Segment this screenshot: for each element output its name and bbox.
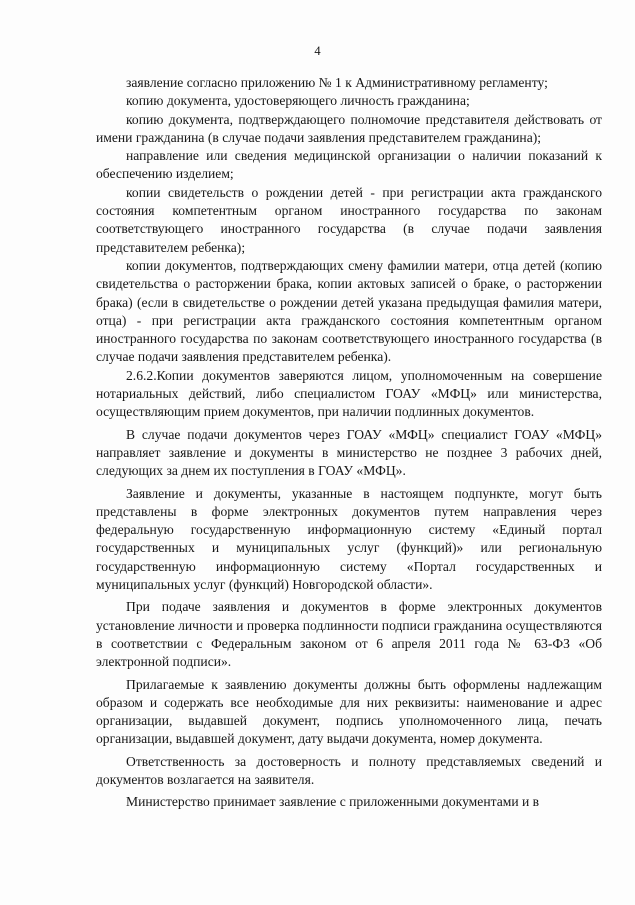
paragraph-surname-change: копии документов, подтверждающих смену фамилии матери, отца детей (копию свидетельства о расторжении брака, копии актовых записей о браке, о расторжении брака) (если в свидетельстве о рождении детей указана предыдущая фамилия матери, отца) - при регистрации акта гражданского состояния компетентным органом иностранного государства по законам соответствующего иностранного государства (в случае подачи заявления представителем ребенка). (96, 257, 602, 365)
paragraph-identity-document: копию документа, удостоверяющего личность гражданина; (126, 93, 470, 109)
paragraph-electronic-signature: При подаче заявления и документов в форме электронных документов установление личности и проверка подлинности подписи гражданина осуществляются в соответствии с Федеральным законом от 6 апреля 2011 года № 63-ФЗ «Об электронной подписи». (96, 599, 602, 670)
paragraph-electronic-documents: Заявление и документы, указанные в настоящем подпункте, могут быть представлены в форме электронных документов путем направления через федеральную государственную информационную систему «Единый портал государственных и муниципальных услуг (функций)» или региональную государственную информационную систему «Портал государственных и муниципальных услуг (функций) Новгородской области». (96, 485, 602, 593)
paragraph-mfc-submission: В случае подачи документов через ГОАУ «МФЦ» специалист ГОАУ «МФЦ» направляет заявление и документы в министерство не позднее 3 рабочих дней, следующих за днем их поступления в ГОАУ «МФЦ». (96, 426, 602, 479)
paragraph-ministry-acceptance: Министерство принимает заявление с приложенными документами и в (126, 794, 540, 810)
paragraph-medical-referral: направление или сведения медицинской организации о наличии показаний к обеспечению изделием; (96, 148, 602, 182)
page-number: 4 (314, 44, 321, 58)
paragraph-copies-certification: 2.6.2.Копии документов заверяются лицом, уполномоченным на совершение нотариальных действий, либо специалистом ГОАУ «МФЦ» или министерства, осуществляющим прием документов, при наличии подлинных документов. (96, 367, 602, 420)
paragraph-birth-certificates: копии свидетельств о рождении детей - при регистрации акта гражданского состояния компетентным органом иностранного государства по законам соответствующего иностранного государства (в случае подачи заявления представителем ребенка); (96, 184, 602, 255)
document-body (96, 74, 602, 812)
paragraph-document-requisites: Прилагаемые к заявлению документы должны быть оформлены надлежащим образом и содержать все необходимые для них реквизиты: наименование и адрес организации, выдавшей документ, подпись уполномоченного лица, печать организации, выдавшей документ, дату выдачи документа, номер документа. (96, 676, 602, 747)
paragraph-application-form: заявление согласно приложению № 1 к Административному регламенту; (126, 75, 548, 90)
paragraph-representative-authority: копию документа, подтверждающего полномочие представителя действовать от имени гражданина (в случае подачи заявления представителем гражданина); (96, 111, 602, 145)
paragraph-applicant-responsibility: Ответственность за достоверность и полноту представляемых сведений и документов возлагается на заявителя. (96, 753, 602, 787)
